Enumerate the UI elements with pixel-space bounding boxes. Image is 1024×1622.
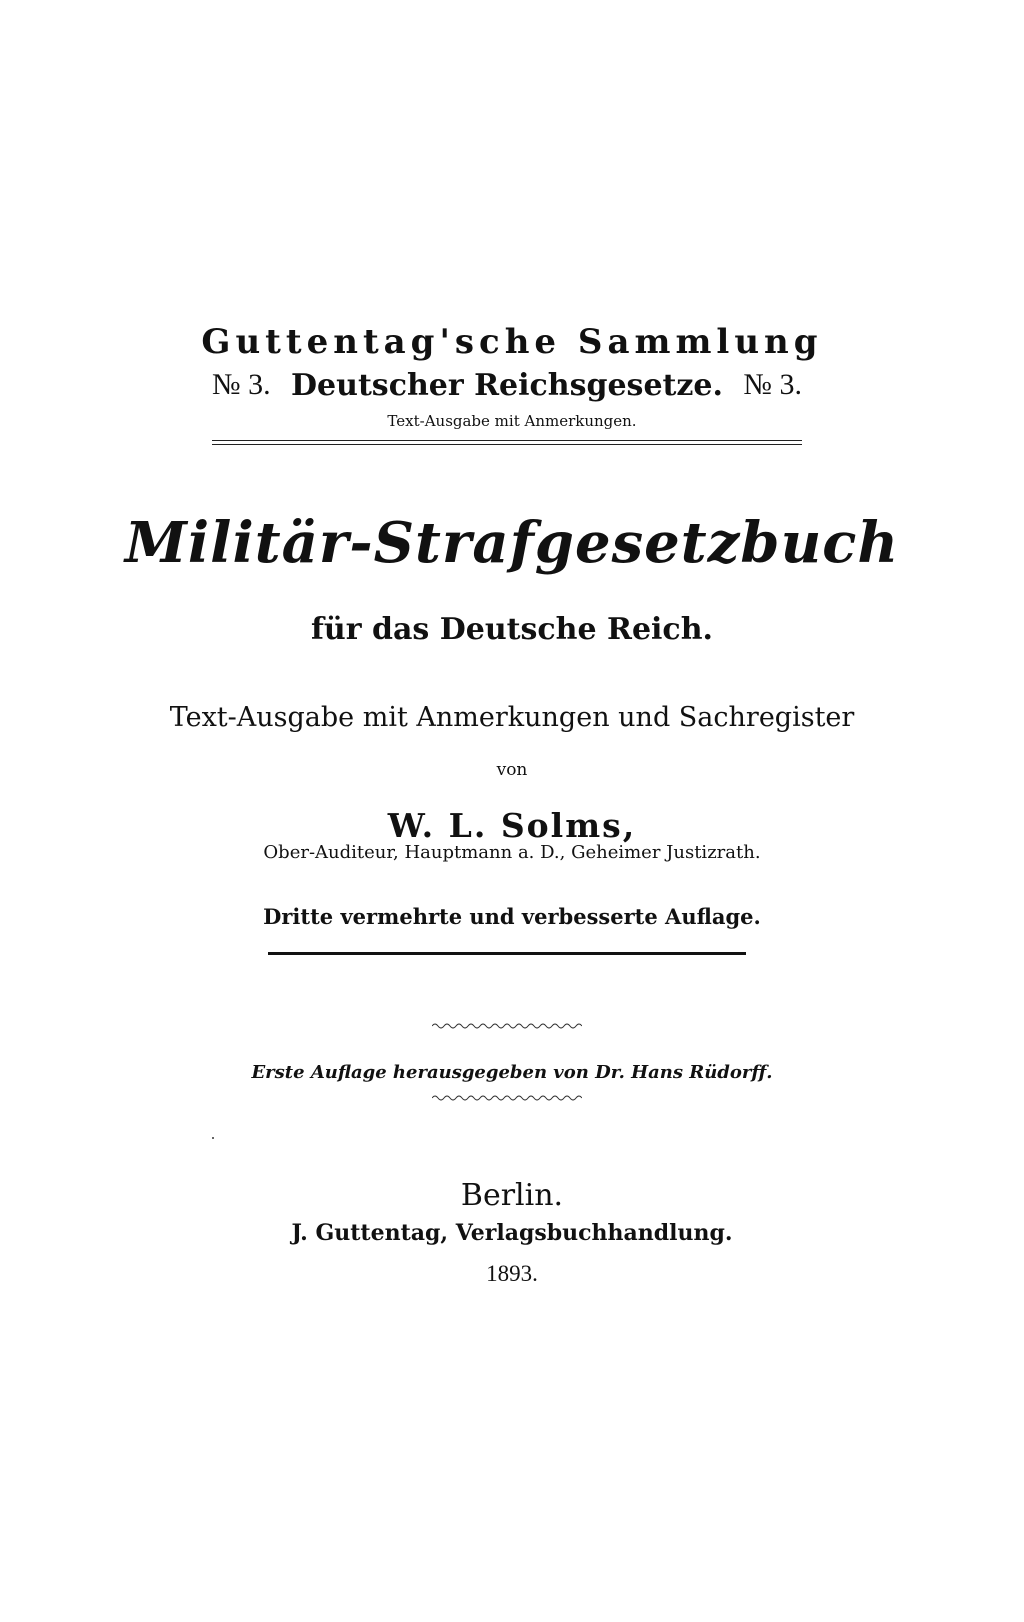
series-row xyxy=(212,368,802,410)
series-number-right: № 3. xyxy=(743,368,802,401)
author-name: W. L. Solms, xyxy=(387,806,637,845)
imprint-city: Berlin. xyxy=(460,1178,564,1213)
book-title: Militär-Strafgesetzbuch xyxy=(124,510,900,576)
edition-underline xyxy=(268,952,746,955)
series-name: Guttentag'sche Sammlung xyxy=(201,322,823,362)
series-number-left: № 3. xyxy=(212,368,271,401)
series-title: Deutscher Reichsgesetze. xyxy=(291,368,723,403)
by-line: von xyxy=(496,760,528,780)
edition-description: Text-Ausgabe mit Anmerkungen und Sachregister xyxy=(169,702,855,733)
imprint-year: 1893. xyxy=(486,1261,538,1286)
imprint-publisher: J. Guttentag, Verlagsbuchhandlung. xyxy=(291,1220,733,1246)
author-title: Ober-Auditeur, Hauptmann a. D., Geheimer Justizrath. xyxy=(263,842,761,863)
book-for-line: für das Deutsche Reich. xyxy=(311,612,713,647)
paper-speck xyxy=(212,1137,214,1139)
first-edition-note: Erste Auflage herausgegeben von Dr. Hans Rüdorff. xyxy=(251,1062,773,1083)
wavy-ornament-bottom xyxy=(432,1094,582,1102)
series-subtitle: Text-Ausgabe mit Anmerkungen. xyxy=(387,412,637,430)
edition-statement: Dritte vermehrte und verbesserte Auflage. xyxy=(263,904,761,929)
divider-double-rule xyxy=(212,440,802,445)
wavy-ornament-top xyxy=(432,1022,582,1030)
